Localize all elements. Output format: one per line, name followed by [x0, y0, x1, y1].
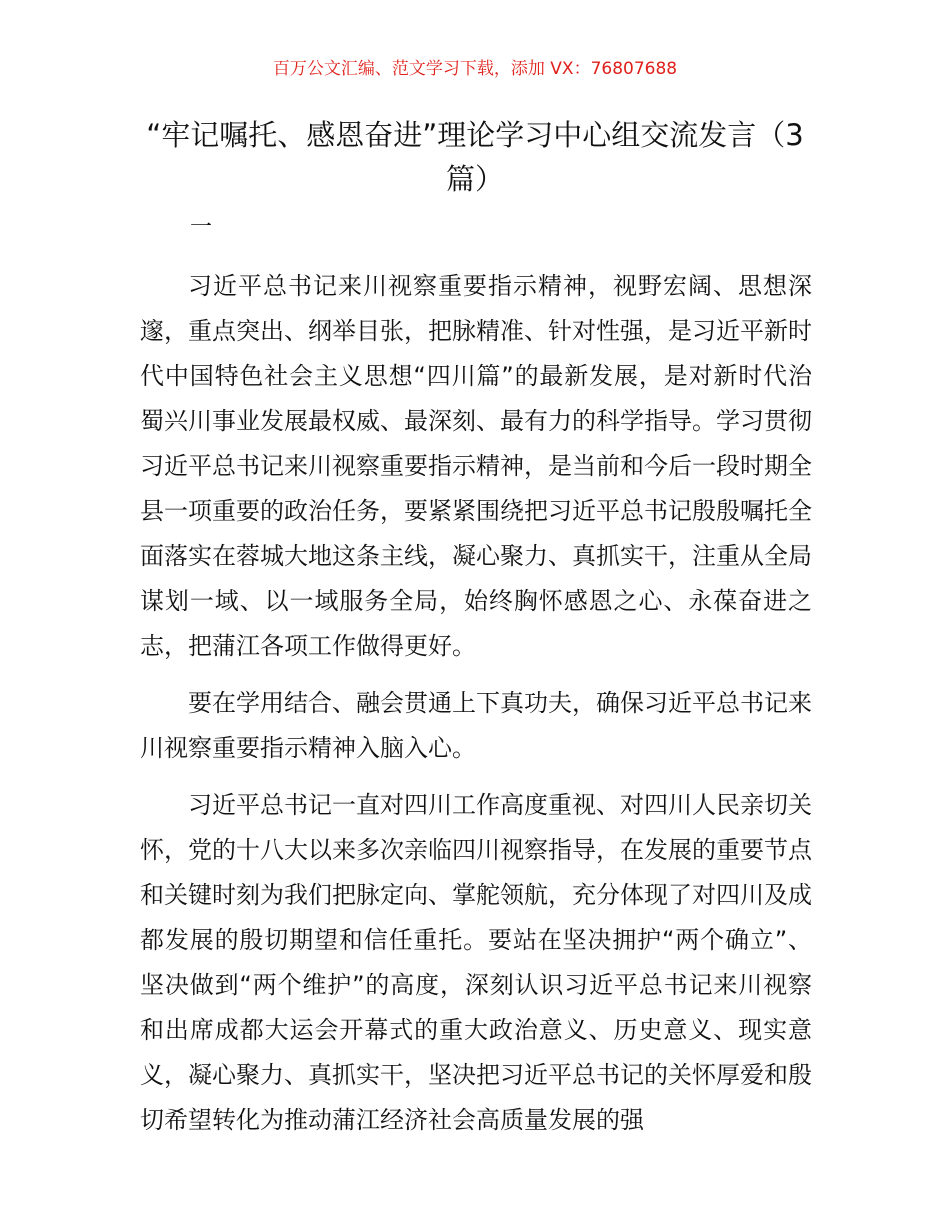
- document-title: “牢记嘱托、感恩奋进”理论学习中心组交流发言（3 篇）: [146, 118, 804, 196]
- paragraph: 习近平总书记来川视察重要指示精神，视野宏阔、思想深邃，重点突出、纲举目张，把脉精准、针对性强，是习近平新时代中国特色社会主义思想“四川篇”的最新发展，是对新时代治蜀兴川事业发展最权威、最深刻、最有力的科学指导。学习贯彻习近平总书记来川视察重要指示精神，是当前和今后一段时期全县一项重要的政治任务，要紧紧围绕把习近平总书记殷殷嘱托全面落实在蓉城大地这条主线，凝心聚力、真抓实干，注重从全局谋划一域、以一域服务全局，始终胸怀感恩之心、永葆奋进之志，把蒲江各项工作做得更好。: [140, 272, 812, 660]
- paragraph: 要在学用结合、融会贯通上下真功夫，确保习近平总书记来川视察重要指示精神入脑入心。: [140, 689, 812, 762]
- section-number: 一: [190, 215, 213, 240]
- paragraph: 习近平总书记一直对四川工作高度重视、对四川人民亲切关怀，党的十八大以来多次亲临四川视察指导，在发展的重要节点和关键时刻为我们把脉定向、掌舵领航，充分体现了对四川及成都发展的殷切期望和信任重托。要站在坚决拥护“两个确立”、坚决做到“两个维护”的高度，深刻认识习近平总书记来川视察和出席成都大运会开幕式的重大政治意义、历史意义、现实意义，凝心聚力、真抓实干，坚决把习近平总书记的关怀厚爱和殷切希望转化为推动蒲江经济社会高质量发展的强: [140, 791, 812, 1134]
- document-body: [140, 264, 812, 1155]
- watermark-header: 百万公文汇编、范文学习下载，添加 VX：76807688: [272, 59, 678, 79]
